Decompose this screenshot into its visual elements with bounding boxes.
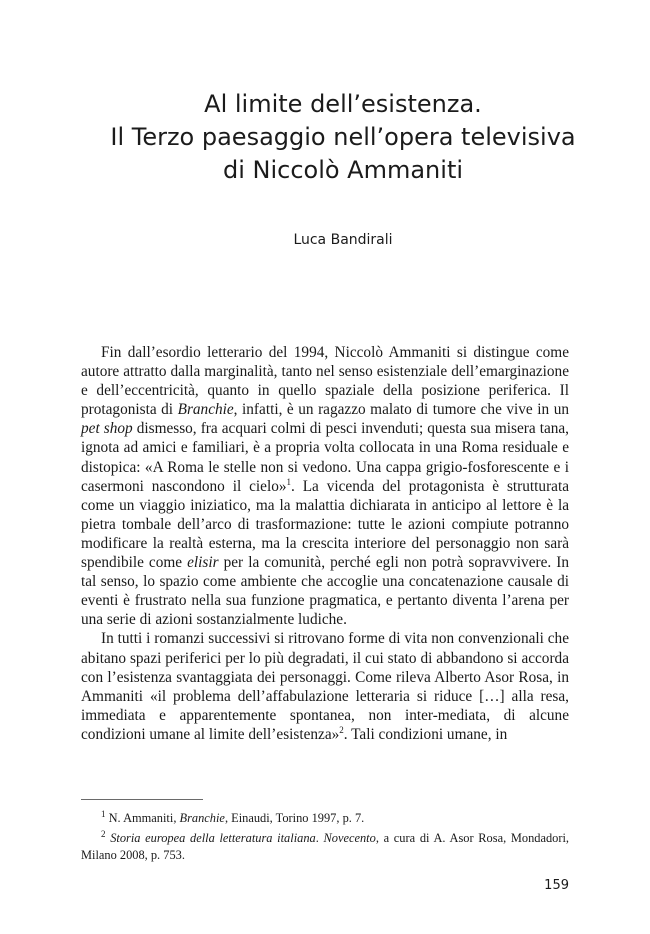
chapter-title-line-2: Il Terzo paesaggio nell’opera televisiva: [110, 123, 576, 151]
footnote-1-text-b: , Einaudi, Torino 1997, p. 7.: [224, 811, 365, 825]
footnotes: [81, 810, 569, 867]
paragraph-2: [81, 629, 569, 744]
paragraph-1-text-b: , infatti, è un ragazzo malato di tumore che vive in un: [233, 401, 569, 419]
footnote-2-volume-title: Novecento: [323, 831, 376, 846]
author-name: Luca Bandirali: [293, 232, 393, 248]
body-text: [81, 343, 569, 744]
footnote-ref-1: 1: [286, 476, 291, 487]
chapter-title-line-1: Al limite dell’esistenza.: [204, 90, 482, 118]
footnote-2-book-title: Storia europea della letteratura italiana: [110, 831, 316, 846]
footnote-2-text-b: , a cura di A. Asor Rosa, Mondadori, Milano 2008, p. 753.: [81, 831, 570, 862]
chapter-title-line-3: di Niccolò Ammaniti: [222, 156, 464, 184]
paragraph-1-text-a: Fin dall’esordio letterario del 1994, Niccolò Ammaniti si distingue come autore attratto dalla marginalità, tanto nel senso esistenziale dell’emarginazione e dell’eccentricità, quanto in quello spaziale della posizione periferica. Il protagonista di: [81, 344, 569, 419]
footnote-1-number: 1: [101, 808, 106, 819]
book-title-branchie: Branchie: [177, 401, 234, 419]
paragraph-1-text-c: dismesso, fra acquari colmi di pesci invenduti; questa sua misera tana, ignota ad amici e familiari, è a propria volta collocata in una Roma residuale e distopica: «A Roma le stelle non si vedono. Una cappa grigio-fosforescente e i casermoni nascondono il cielo»: [81, 420, 569, 495]
paragraph-1-text-e: per la comunità, perché egli non potrà sopravvivere. In tal senso, lo spazio come ambiente che accoglie una concatenazione causale di eventi è frustrato nella sua funzione pragmatica, e pertanto diventa l’arena per una serie di azioni sostanzialmente ludiche.: [81, 554, 569, 629]
footnote-1: [81, 810, 569, 826]
footnote-separator: [81, 799, 203, 800]
paragraph-1: [81, 343, 569, 629]
paragraph-2-text-a: In tutti i romanzi successivi si ritrovano forme di vita non convenzionali che abitano spazi periferici per lo più degradati, il cui stato di abbandono si accorda con l’esistenza svantaggiata dei personaggi. Come rileva Alberto Asor Rosa, in Ammaniti «il problema dell’affabulazione letteraria si riduce […] alla resa, immediata e apparentemente spontanea, non inter-mediata, di alcune condizioni umane al limite dell’esistenza»: [81, 630, 569, 743]
footnote-2-number: 2: [101, 829, 106, 840]
footnote-1-text-a: N. Ammaniti,: [108, 811, 180, 825]
chapter-title: [60, 88, 626, 187]
term-elisir: elisir: [187, 554, 219, 572]
page-number: 159: [544, 878, 569, 893]
footnote-1-book-title: Branchie: [179, 811, 225, 825]
paragraph-1-text-d: . La vicenda del protagonista è strutturata come un viaggio iniziatico, ma la malattia dichiarata in anticipo al lettore è la pietra tombale dell’arco di trasformazione: tutte le azioni compiute potranno modificare la realtà esterna, ma la crescita interiore del personaggio non sarà spendibile come: [81, 477, 569, 572]
term-pet-shop: pet shop: [81, 420, 133, 438]
footnote-ref-2: 2: [339, 724, 344, 735]
footnote-2: [81, 830, 569, 863]
footnote-2-text-a: .: [315, 831, 324, 846]
paragraph-2-text-b: . Tali condizioni umane, in: [343, 725, 508, 743]
